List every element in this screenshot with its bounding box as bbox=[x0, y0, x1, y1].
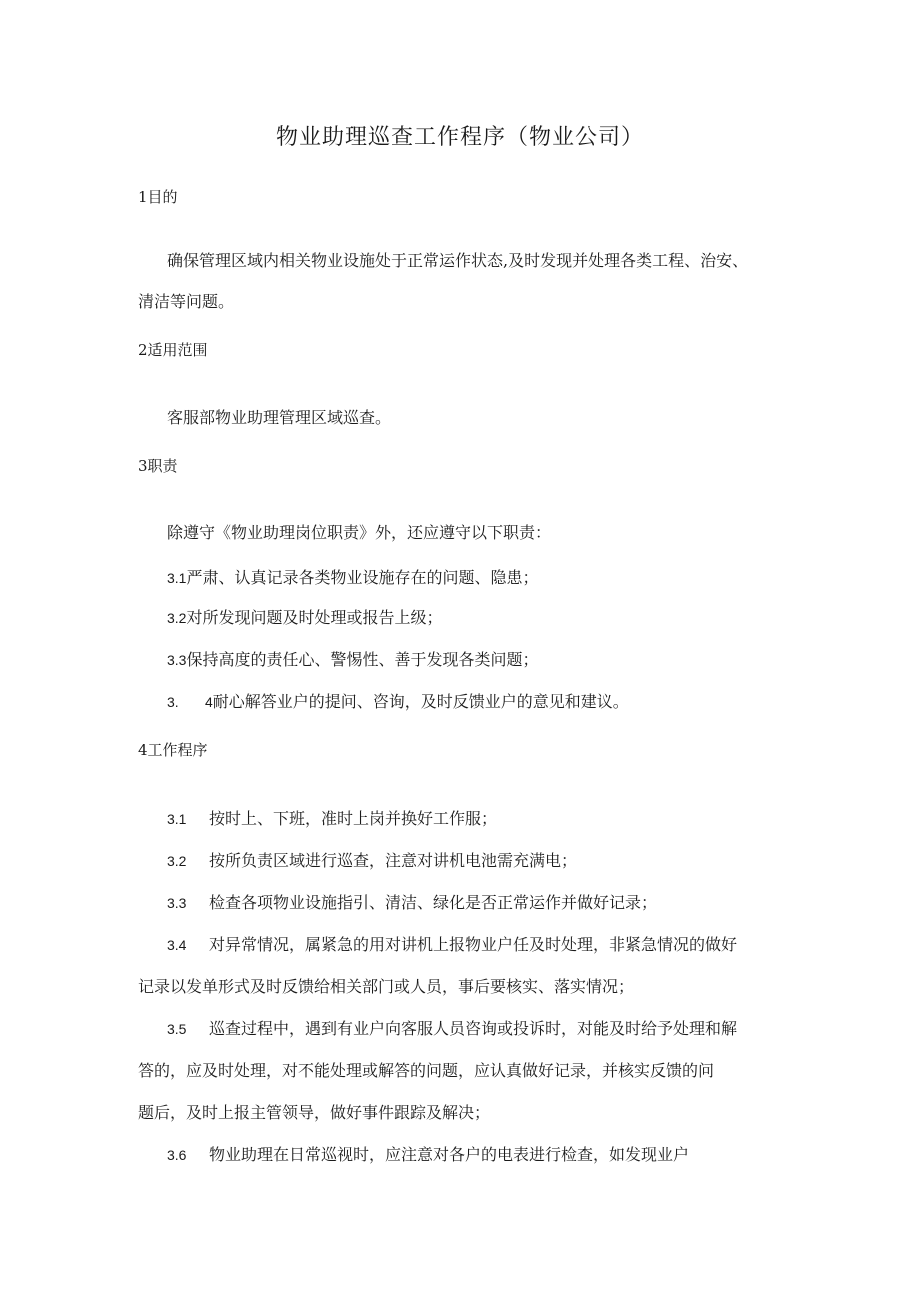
duty-item-text: 对所发现问题及时处理或报告上级； bbox=[186, 608, 443, 627]
duty-item bbox=[167, 650, 538, 670]
section-heading-purpose: 1目的 bbox=[138, 188, 178, 206]
duty-item-number: 3.3 bbox=[167, 652, 187, 668]
document-title: 物业助理巡查工作程序（物业公司） bbox=[275, 125, 644, 150]
duty-item bbox=[167, 608, 442, 628]
procedure-item-text: 巡查过程中，遇到有业户向客服人员咨询或投诉时，对能及时给予处理和解 bbox=[209, 1019, 738, 1038]
section-heading-procedure: 4工作程序 bbox=[138, 741, 208, 759]
section-heading-duties: 3职责 bbox=[138, 457, 178, 475]
duty-item bbox=[167, 692, 629, 712]
procedure-item bbox=[167, 1019, 737, 1039]
procedure-item-continuation: 答的，应及时处理，对不能处理或解答的问题，应认真做好记录，并核实反馈的问 bbox=[138, 1061, 715, 1080]
procedure-item-text: 按所负责区域进行巡查，注意对讲机电池需充满电； bbox=[209, 851, 578, 870]
procedure-item-text: 对异常情况，属紧急的用对讲机上报物业户任及时处理，非紧急情况的做好 bbox=[209, 935, 738, 954]
duty-item-text: 严肃、认真记录各类物业设施存在的问题、隐患； bbox=[186, 568, 539, 587]
procedure-item-text: 检查各项物业设施指引、清洁、绿化是否正常运作并做好记录； bbox=[209, 893, 658, 912]
duty-item bbox=[167, 568, 538, 588]
procedure-item bbox=[167, 935, 737, 955]
duties-intro: 除遵守《物业助理岗位职责》外，还应遵守以下职责： bbox=[167, 523, 552, 542]
procedure-item-number: 3.1 bbox=[167, 811, 187, 827]
procedure-item bbox=[167, 851, 577, 871]
purpose-line-1: 确保管理区域内相关物业设施处于正常运作状态,及时发现并处理各类工程、治安、 bbox=[167, 251, 749, 270]
duty-item-number: 3.2 bbox=[167, 610, 187, 626]
duty-item-text: 保持高度的责任心、警惕性、善于发现各类问题； bbox=[186, 650, 539, 669]
procedure-item-text: 物业助理在日常巡视时，应注意对各户的电表进行检查，如发现业户 bbox=[209, 1145, 690, 1164]
section-heading-scope: 2适用范围 bbox=[138, 341, 208, 359]
procedure-item-number: 3.6 bbox=[167, 1147, 187, 1163]
procedure-item-number: 3.4 bbox=[167, 937, 187, 953]
duty-item-number: 3. bbox=[167, 694, 179, 710]
duty-item-number: 3.1 bbox=[167, 570, 187, 586]
purpose-line-2: 清洁等问题。 bbox=[138, 292, 235, 311]
procedure-item-text: 按时上、下班，准时上岗并换好工作服； bbox=[209, 809, 498, 828]
procedure-item-number: 3.5 bbox=[167, 1021, 187, 1037]
scope-line-1: 客服部物业助理管理区域巡查。 bbox=[167, 408, 392, 427]
procedure-item bbox=[167, 893, 657, 913]
duty-item-text: 耐心解答业户的提问、咨询，及时反馈业户的意见和建议。 bbox=[212, 692, 629, 711]
duty-item-number-suffix: 4 bbox=[205, 694, 213, 710]
procedure-item-number: 3.2 bbox=[167, 853, 187, 869]
procedure-item bbox=[167, 809, 497, 829]
procedure-item-number: 3.3 bbox=[167, 895, 187, 911]
procedure-item-continuation: 记录以发单形式及时反馈给相关部门或人员，事后要核实、落实情况； bbox=[138, 977, 635, 996]
procedure-item bbox=[167, 1145, 689, 1165]
procedure-item-continuation: 题后，及时上报主管领导，做好事件跟踪及解决； bbox=[138, 1103, 491, 1122]
